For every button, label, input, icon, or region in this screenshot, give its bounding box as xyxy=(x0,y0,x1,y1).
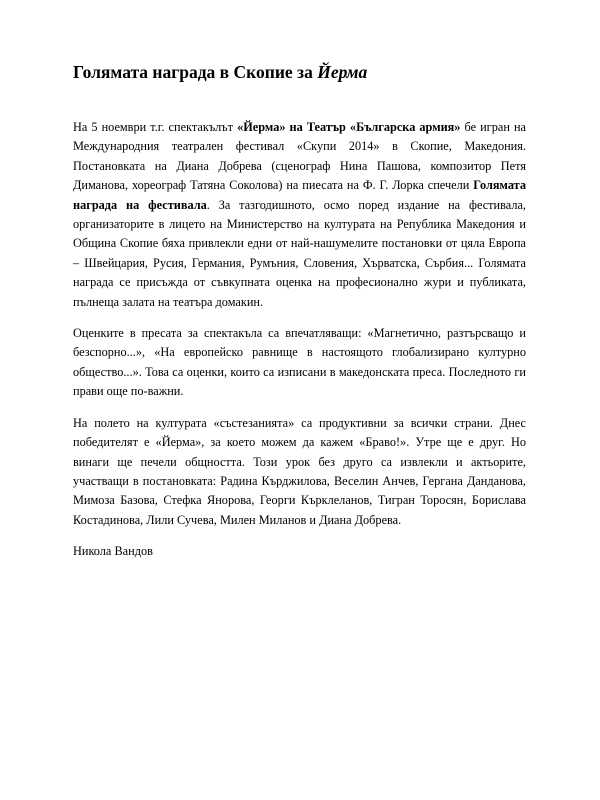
paragraph-1 xyxy=(73,118,526,312)
paragraph-1-bold-b: Голямата награда на фестивала xyxy=(73,178,526,212)
title-play-name: Йерма xyxy=(317,62,368,82)
paragraph-1-text-b: бе игран на Международния театрален фестивал «Скупи 2014» в Скопие, Македония. Постановката на Диана Добрева (сценограф Нина Пашова, композитор Петя Диманова, хореограф Татяна Соколова) на пиесата на Ф. Г. Лорка спечели xyxy=(73,120,526,193)
document-page xyxy=(73,60,526,562)
paragraph-1-text-c: . За тазгодишното, осмо поред издание на фестивала, организаторите в лицето на Министерство на културата на Република Македония и Община Скопие бяха привлекли едни от най-нашумелите постановки от цяла Европа – Швейцария, Русия, Германия, Румъния, Словения, Хърватска, Сърбия... Голямата награда се присъжда от съвкупната оценка на професионално жури и публиката, пълнеща залата на театъра домакин. xyxy=(73,197,526,309)
paragraph-2: Оценките в пресата за спектакъла са впечатляващи: «Магнетично, разтърсващо и безспорно...», «На европейско равнище в настоящото глобализирано културно общество...». Това са оценки, които са изписани в македонската преса. Последното ги прави още по-важни. xyxy=(73,326,526,399)
paragraph-3: На полето на културата «състезанията» са продуктивни за всички страни. Днес победителят е «Йерма», за което можем да кажем «Браво!». Утре ще е друг. Но винаги ще печели общността. Този урок без друго са извлекли и актьорите, участващи в постановката: Радина Кърджилова, Веселин Анчев, Гергана Данданова, Мимоза Базова, Стефка Янорова, Георги Кърклеланов, Тигран Торосян, Борислава Костадинова, Лили Сучева, Милен Миланов и Диана Добрева. xyxy=(73,415,526,527)
paragraph-1-text-a: На 5 ноември т.г. спектакълът xyxy=(73,120,238,134)
author-signature: Никола Вандов xyxy=(73,544,153,559)
title-text: Голямата награда в Скопие за xyxy=(73,62,318,82)
article-title xyxy=(73,60,526,84)
paragraph-1-bold-a: «Йерма» на Театър «Българска армия» xyxy=(237,120,461,134)
